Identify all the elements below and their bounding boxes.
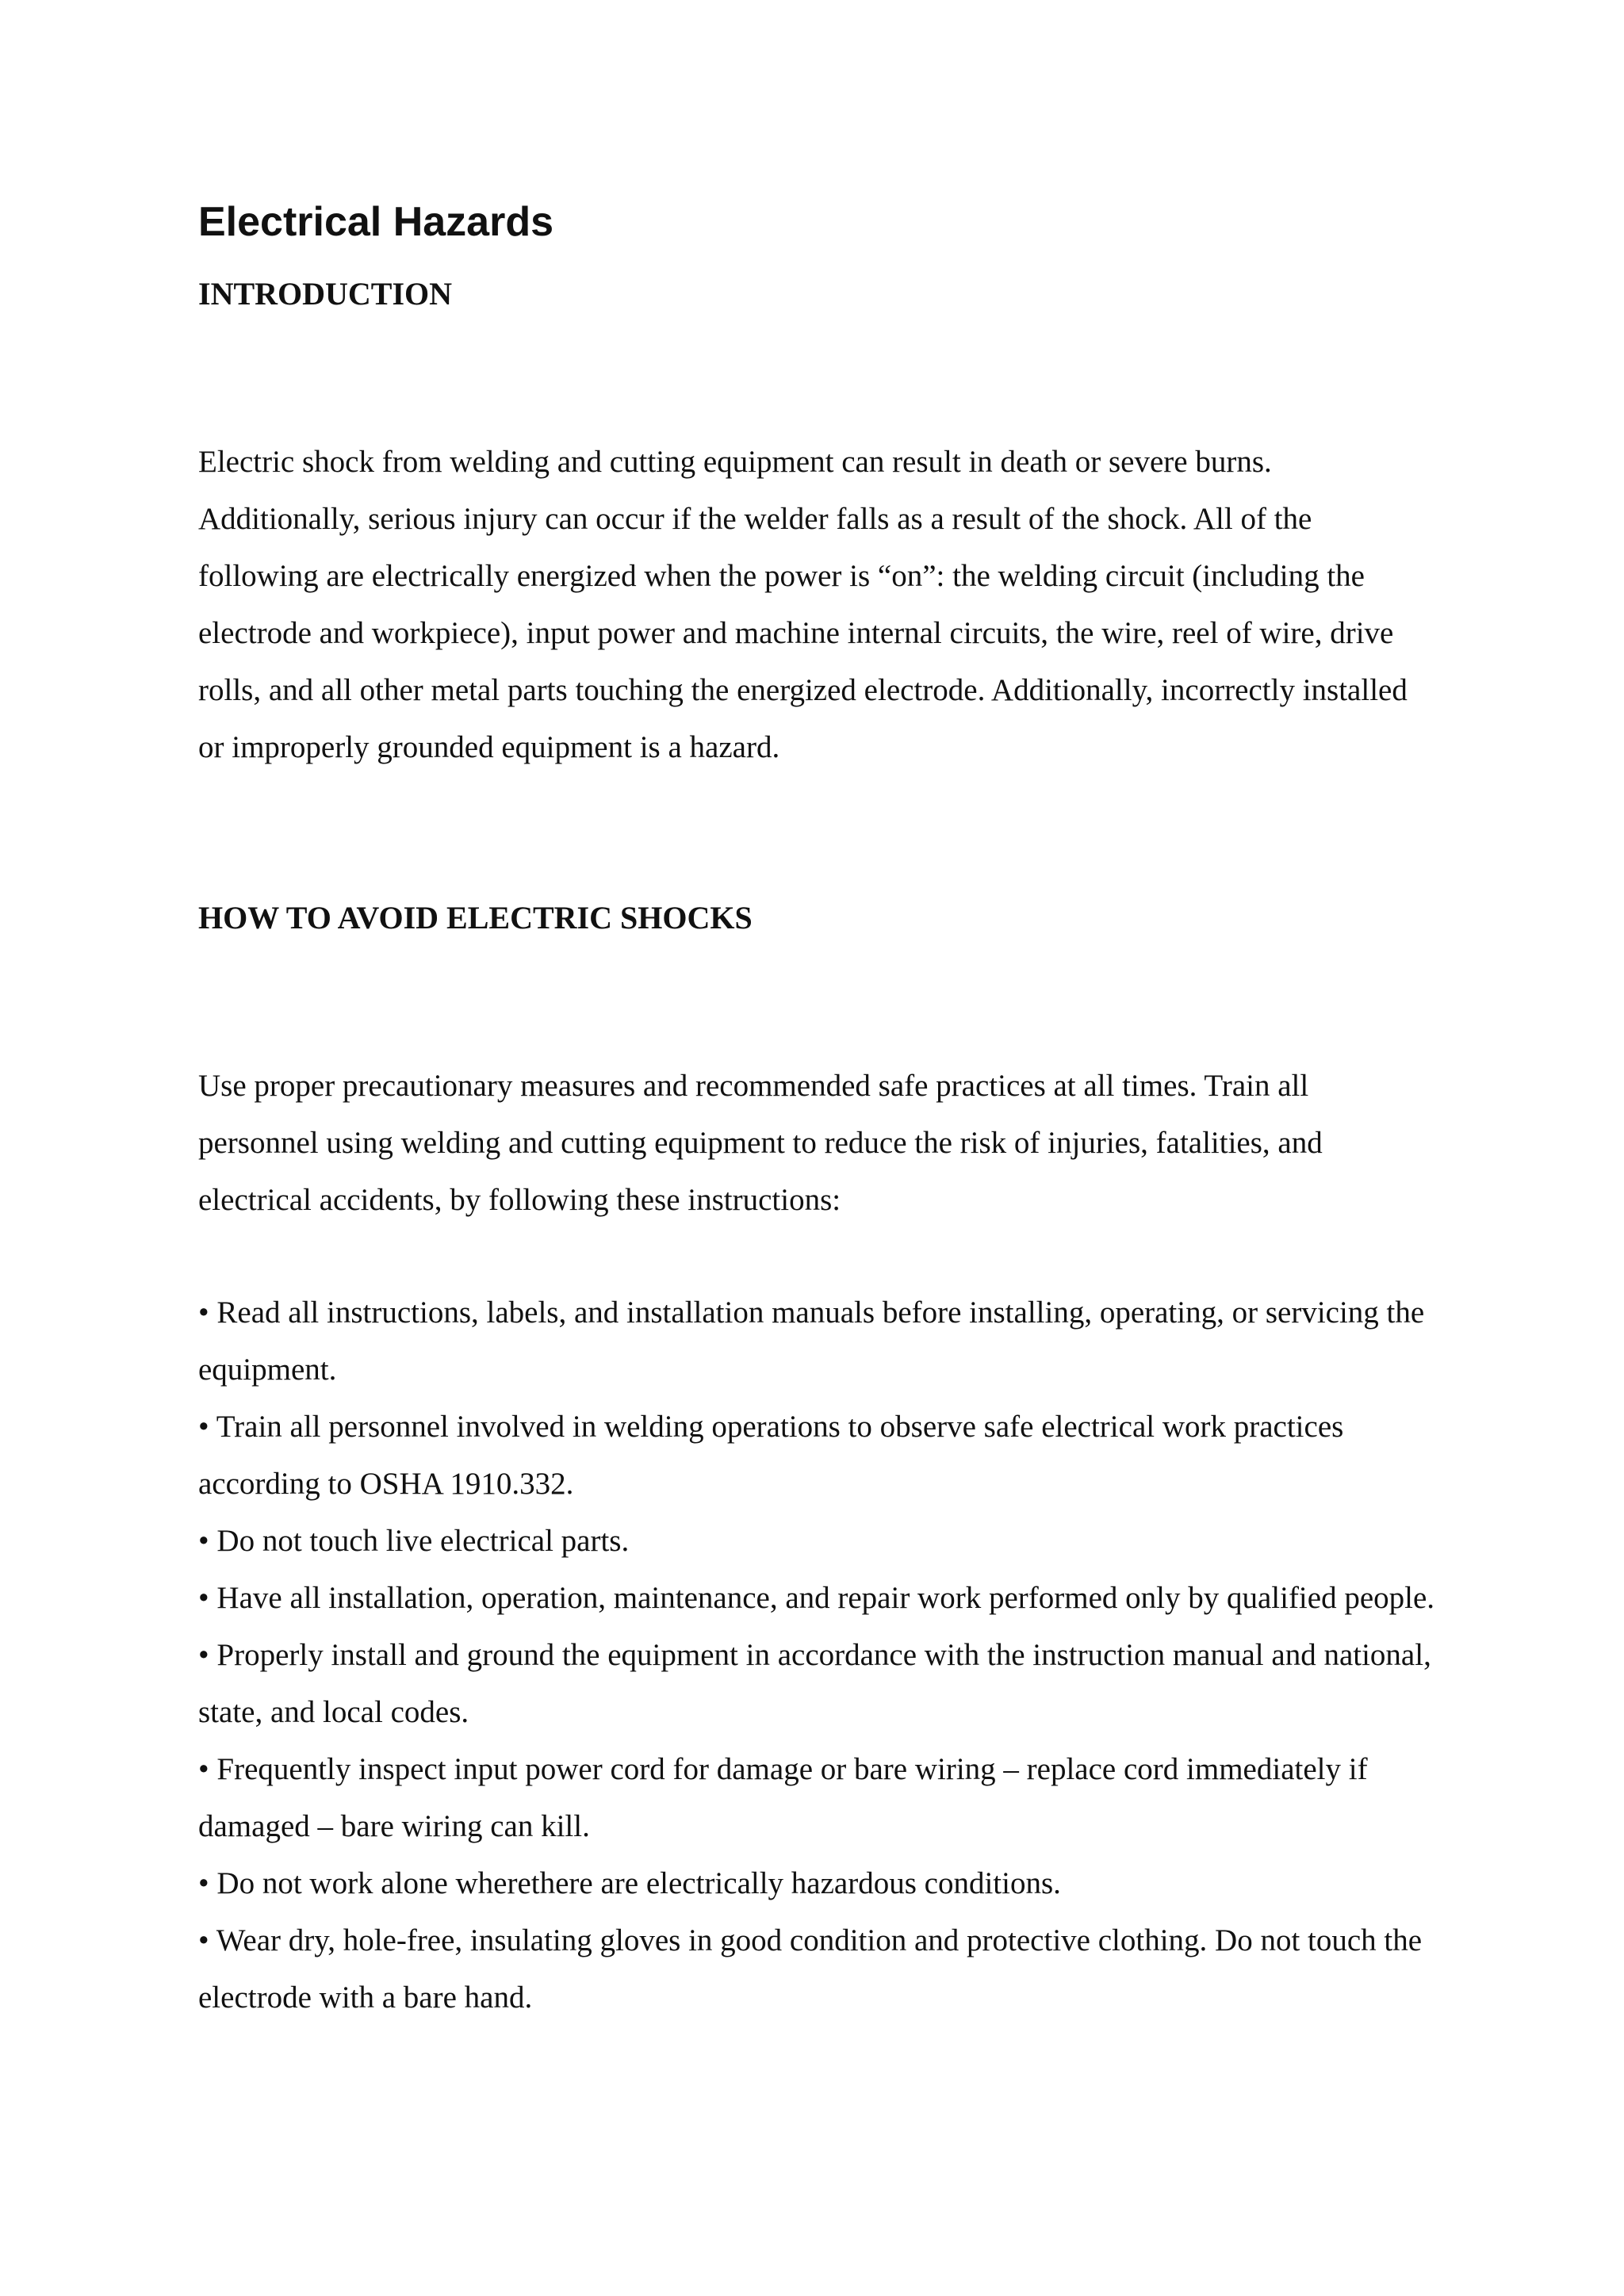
bullet-item: • Train all personnel involved in welding operations to observe safe electrical work practices according to OSHA 1910.332. [198, 1410, 1344, 1501]
safety-bullet-list [198, 1284, 1435, 2026]
bullet-item: • Properly install and ground the equipment in accordance with the instruction manual and national, state, and local codes. [198, 1638, 1431, 1729]
section-heading-introduction: INTRODUCTION [198, 276, 453, 312]
bullet-item: • Do not work alone wherethere are electrically hazardous conditions. [198, 1866, 1061, 1900]
bullet-item: • Wear dry, hole-free, insulating gloves in good condition and protective clothing. Do not touch the electrode with a bare hand. [198, 1923, 1423, 2015]
bullet-item: • Read all instructions, labels, and installation manuals before installing, operating, or servicing the equipment. [198, 1295, 1425, 1387]
how-to-avoid-paragraph: Use proper precautionary measures and recommended safe practices at all times. Train all personnel using welding and cutting equipment to reduce the risk of injuries, fatalities, and electrical accidents, by following these instructions: [198, 1069, 1323, 1217]
bullet-item: • Frequently inspect input power cord for damage or bare wiring – replace cord immediately if damaged – bare wiring can kill. [198, 1752, 1368, 1843]
document-title: Electrical Hazards [198, 199, 554, 245]
bullet-item: • Have all installation, operation, maintenance, and repair work performed only by qualified people. [198, 1581, 1435, 1615]
section-heading-how-to-avoid: HOW TO AVOID ELECTRIC SHOCKS [198, 900, 753, 936]
bullet-item: • Do not touch live electrical parts. [198, 1524, 630, 1558]
introduction-paragraph: Electric shock from welding and cutting equipment can result in death or severe burns. Additionally, serious injury can occur if the welder falls as a result of the shock. All of the following are electrically energized when the power is “on”: the welding circuit (including the electrode and workpiece), input power and machine internal circuits, the wire, reel of wire, drive rolls, and all other metal parts touching the energized electrode. Additionally, incorrectly installed or improperly grounded equipment is a hazard. [198, 445, 1408, 764]
